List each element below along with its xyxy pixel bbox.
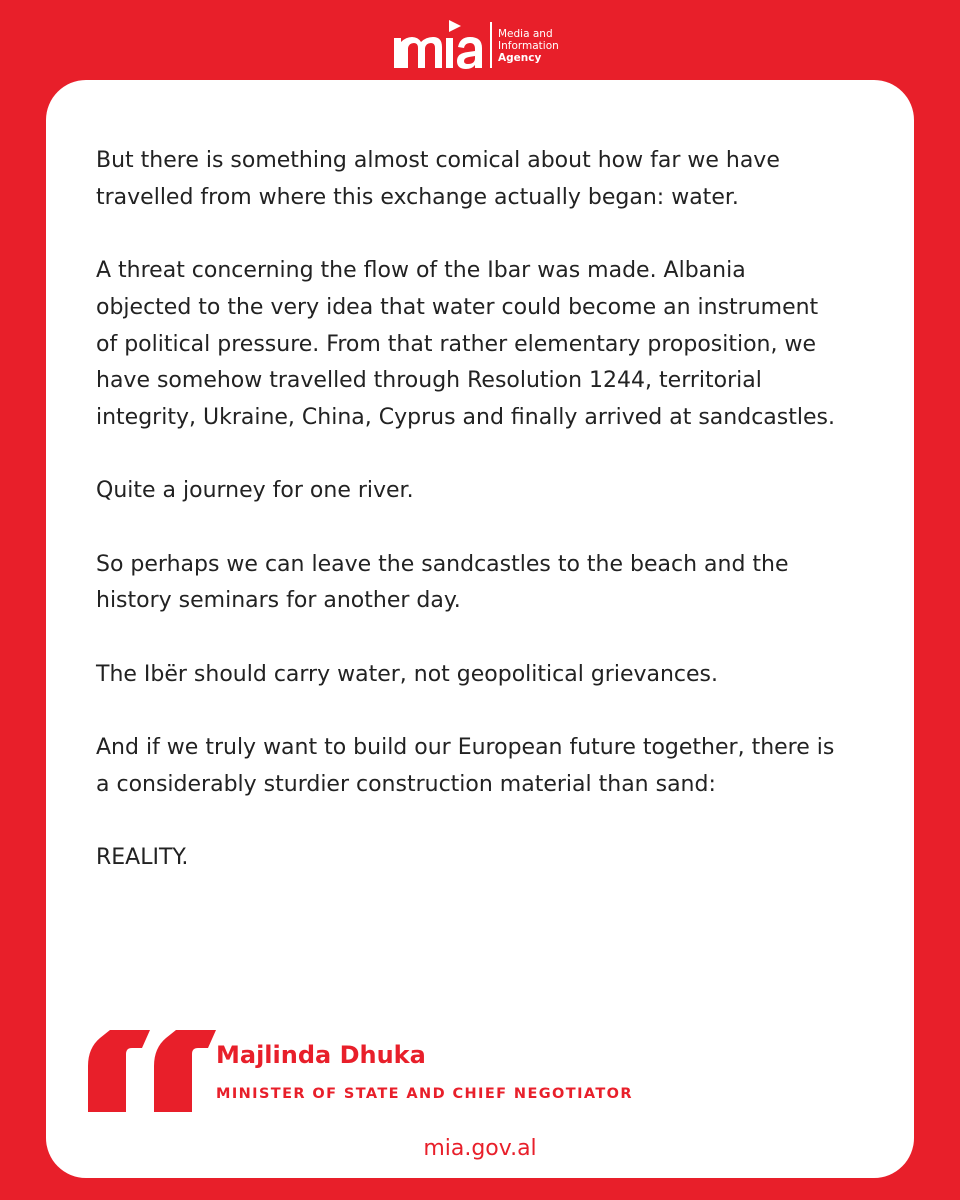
paragraph: REALITY. (96, 845, 189, 871)
paragraph: The Ibër should carry water, not geopolitical grievances. (96, 661, 719, 687)
mia-logo (388, 14, 578, 72)
statement-body (96, 143, 836, 914)
agency-line-1: Media and (498, 28, 553, 40)
website-link[interactable]: mia.gov.al (423, 1136, 537, 1161)
logo-divider (490, 22, 492, 68)
paragraph: But there is something almost comical about how far we have travelled from where this exchange actually began: water. (96, 148, 780, 210)
paragraph: And if we truly want to build our European future together, there is a considerably sturdier construction material than sand: (96, 735, 835, 797)
mia-logo-mark (388, 14, 488, 72)
agency-line-3: Agency (498, 52, 542, 64)
author-name: Majlinda Dhuka (216, 1041, 426, 1069)
paragraph: So perhaps we can leave the sandcastles to the beach and the history seminars for another day. (96, 551, 789, 614)
agency-line-2: Information (498, 40, 559, 52)
quote-icon (88, 1030, 236, 1112)
paragraph: Quite a journey for one river. (96, 478, 414, 504)
statement-card (46, 80, 914, 1178)
agency-name (498, 28, 559, 64)
paragraph: A threat concerning the flow of the Ibar was made. Albania objected to the very idea that water could become an instrument of political pressure. From that rather elementary proposition, we have somehow travelled through Resolution 1244, territorial integrity, Ukraine, China, Cyprus and finally arrived at sandcastles. (96, 258, 835, 430)
author-title: MINISTER OF STATE AND CHIEF NEGOTIATOR (216, 1086, 633, 1102)
